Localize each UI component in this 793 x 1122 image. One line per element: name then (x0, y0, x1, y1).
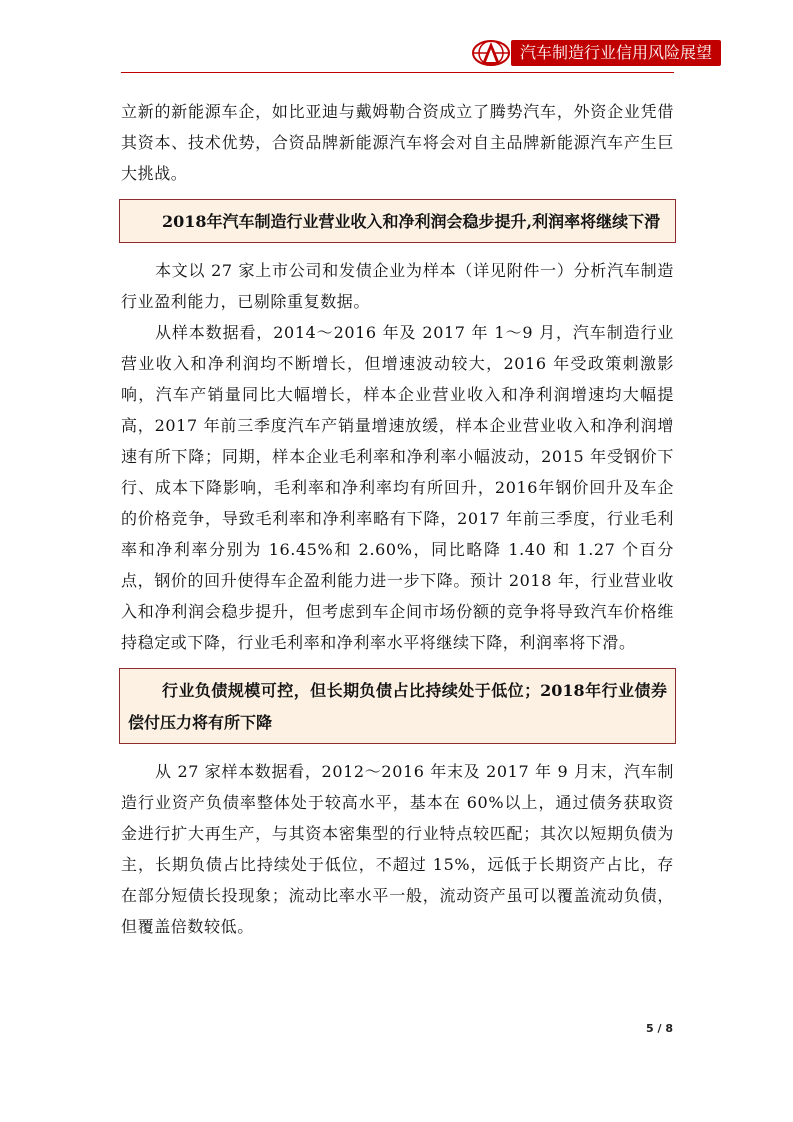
page-number: 5 / 8 (646, 1022, 673, 1035)
paragraph: 本文以 27 家上市公司和发债企业为样本（详见附件一）分析汽车制造行业盈利能力，已剔除重复数据。 (121, 261, 674, 311)
section-heading-callout: 行业负债规模可控，但长期负债占比持续处于低位；2018年行业债券偿付压力将有所下降 (119, 668, 676, 744)
header-divider (121, 72, 674, 73)
company-logo-icon (471, 38, 515, 68)
paragraph: 从 27 家样本数据看，2012～2016 年末及 2017 年 9 月末，汽车制造行业资产负债率整体处于较高水平，基本在 60%以上，通过债务获取资金进行扩大再生产，与其资本密集型的行业特点较匹配；其次以短期负债为主，长期负债占比持续处于低位，不超过 15%，远低于长期资产占比，存在部分短债长投现象；流动比率水平一般，流动资产虽可以覆盖流动负债，但覆盖倍数较低。 (121, 762, 674, 936)
document-body (121, 96, 674, 942)
page-header (471, 36, 721, 70)
paragraph: 从样本数据看，2014～2016 年及 2017 年 1～9 月，汽车制造行业营业收入和净利润均不断增长，但增速波动较大，2016 年受政策刺激影响，汽车产销量同比大幅增长，样本企业营业收入和净利润增速均大幅提高，2017 年前三季度汽车产销量增速放缓，样本企业营业收入和净利润增速有所下降；同期，样本企业毛利率和净利率小幅波动，2015 年受钢价下行、成本下降影响，毛利率和净利率均有所回升，2016年钢价回升及车企的价格竞争，导致毛利率和净利率略有下降，2017 年前三季度，行业毛利率和净利率分别为 16.45%和 2.60%，同比略降 1.40 和 1.27 个百分点，钢价的回升使得车企盈利能力进一步下降。预计 2018 年，行业营业收入和净利润会稳步提升，但考虑到车企间市场份额的竞争将导致汽车价格维持稳定或下降，行业毛利率和净利率水平将继续下降，利润率将下滑。 (121, 323, 674, 652)
report-title: 汽车制造行业信用风险展望 (511, 40, 721, 66)
paragraph: 立新的新能源车企，如比亚迪与戴姆勒合资成立了腾势汽车，外资企业凭借其资本、技术优势，合资品牌新能源汽车将会对自主品牌新能源汽车产生巨大挑战。 (121, 102, 674, 183)
section-heading-callout: 2018年汽车制造行业营业收入和净利润会稳步提升,利润率将继续下滑 (119, 199, 676, 243)
